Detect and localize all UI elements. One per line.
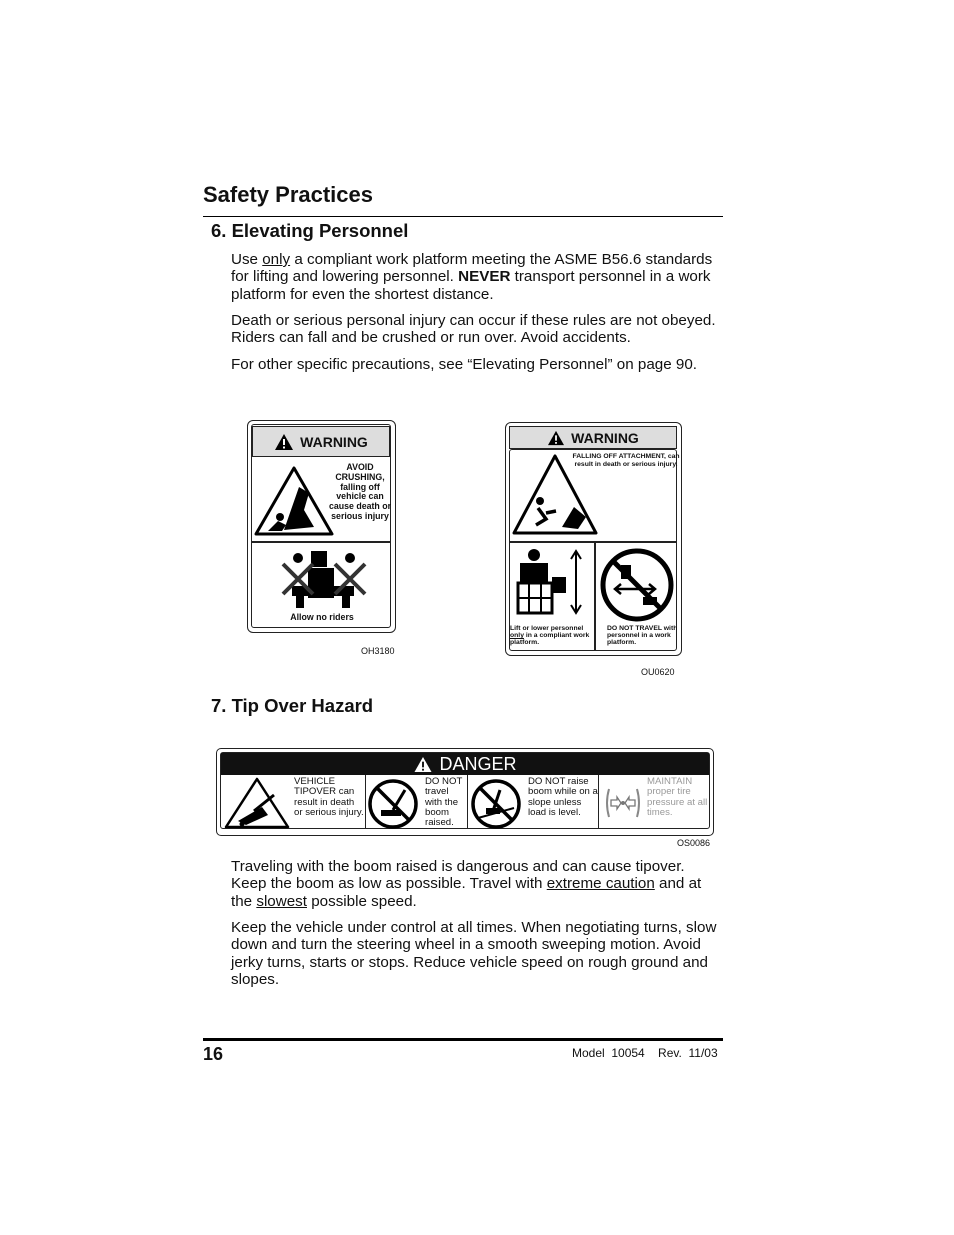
crushing-hazard-icon	[254, 465, 334, 537]
danger-panel-4-text: MAINTAIN proper tire pressure at all times.	[647, 776, 708, 818]
warning-triangle-icon	[413, 756, 433, 773]
no-raise-on-slope-icon	[470, 778, 522, 830]
warning-triangle-icon	[547, 430, 565, 446]
danger-banner: DANGER	[221, 753, 709, 775]
no-travel-boom-raised-icon	[367, 778, 419, 830]
section6-paragraph-1: Use only a compliant work platform meeting the ASME B56.6 standards for lifting and lowering personnel. NEVER transport personnel in a work platform for even the shortest distance.	[231, 251, 713, 303]
tipover-icon	[224, 777, 290, 829]
work-platform-icon	[514, 547, 594, 619]
section-heading-tip-over-hazard: 7. Tip Over Hazard	[211, 695, 374, 716]
section7-paragraph-2: Keep the vehicle under control at all times. When negotiating turns, slow down and turn the steering wheel in a smooth sweeping motion. Avoid jerky turns, starts or stops. Reduce vehicle speed on rough ground and slopes.	[231, 919, 717, 989]
warning-decal-falling-attachment	[505, 422, 682, 656]
decal-code: OH3180	[361, 646, 395, 656]
no-travel-icon	[599, 547, 675, 623]
warning-triangle-icon	[274, 433, 294, 451]
footer-rule	[203, 1038, 723, 1041]
decal-caption: Allow no riders	[290, 612, 354, 622]
decal-code: OU0620	[641, 667, 675, 677]
section6-paragraph-3: For other specific precautions, see “Elevating Personnel” on page 90.	[231, 356, 698, 373]
danger-panel-1-text: VEHICLE TIPOVER can result in death or serious injury.	[294, 776, 364, 818]
section6-paragraph-2: Death or serious personal injury can occur if these rules are not obeyed. Riders can fall and be crushed or run over. Avoid accidents.	[231, 312, 716, 347]
section-heading-elevating-personnel: 6. Elevating Personnel	[211, 220, 409, 241]
decal-message: FALLING OFF ATTACHMENT, can result in death or serious injury.	[572, 453, 680, 468]
danger-panel-2-text: DO NOT travel with the boom raised.	[425, 776, 463, 829]
danger-decal-tipover	[216, 748, 714, 836]
warning-banner: WARNING	[252, 426, 390, 457]
decal-message: AVOID CRUSHING, falling off vehicle can cause death or serious injury	[328, 462, 392, 521]
decal-caption-left: Lift or lower personnel only in a compliant work platform.	[510, 625, 590, 646]
danger-panel-3-text: DO NOT raise boom while on a slope unless load is level.	[528, 776, 598, 818]
decal-caption-right: DO NOT TRAVEL with personnel in a work platform.	[607, 625, 678, 646]
decal-code: OS0086	[677, 838, 711, 848]
warning-banner: WARNING	[509, 426, 677, 449]
page-title: Safety Practices	[203, 182, 373, 207]
tire-pressure-icon	[603, 783, 643, 823]
warning-decal-no-riders	[247, 420, 396, 633]
page-number: 16	[203, 1044, 224, 1064]
model-revision: Model 10054 Rev. 11/03	[572, 1046, 718, 1060]
section7-paragraph-1: Traveling with the boom raised is dangerous and can cause tipover. Keep the boom as low as possible. Travel with extreme caution and at the slowest possible speed.	[231, 858, 702, 910]
title-rule	[203, 216, 723, 217]
no-riders-icon	[278, 546, 368, 611]
